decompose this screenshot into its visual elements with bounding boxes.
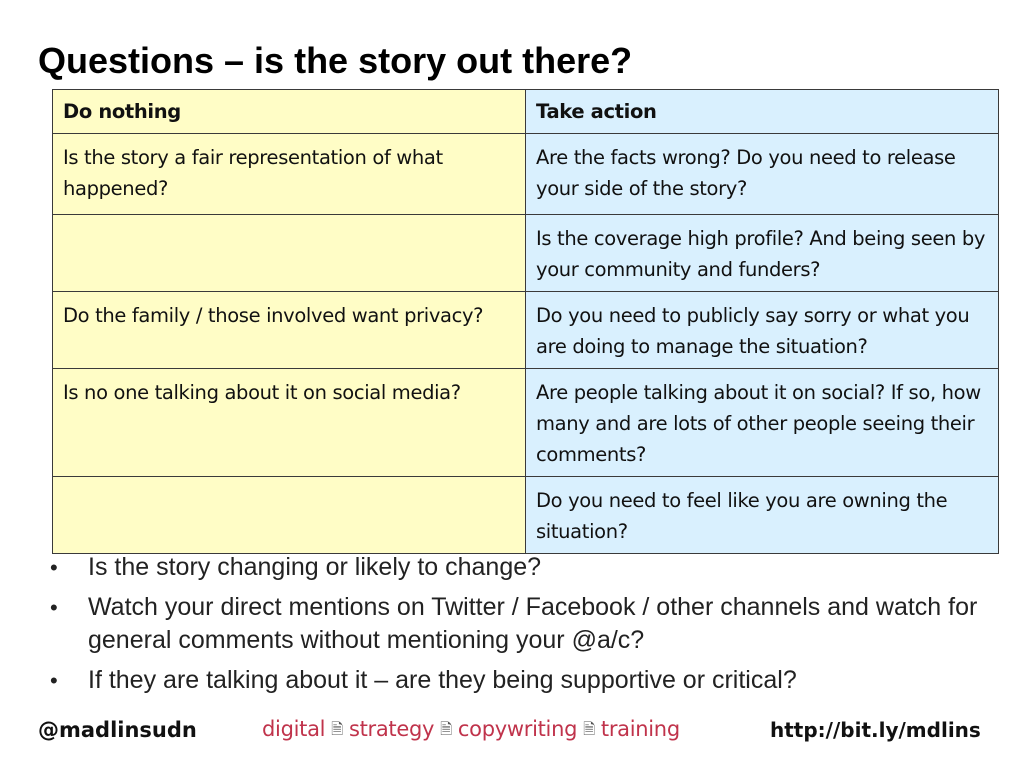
slide-title: Questions – is the story out there? bbox=[38, 40, 633, 81]
take-action-cell: Do you need to publicly say sorry or what you are doing to manage the situation? bbox=[526, 292, 999, 369]
tagline-item: strategy bbox=[348, 717, 435, 741]
do-nothing-cell bbox=[53, 215, 526, 292]
table-header-row bbox=[53, 90, 999, 134]
take-action-cell: Is the coverage high profile? And being seen by your community and funders? bbox=[526, 215, 999, 292]
take-action-cell: Are people talking about it on social? If so, how many and are lots of other people seeing their comments? bbox=[526, 369, 999, 477]
bullet-text: Watch your direct mentions on Twitter / Facebook / other channels and watch for general comments without mentioning your @a/c? bbox=[88, 593, 978, 654]
bullet-item bbox=[48, 591, 988, 657]
document-icon: 🗎 bbox=[583, 720, 595, 738]
bullet-item bbox=[48, 551, 988, 584]
header-do-nothing: Do nothing bbox=[53, 90, 526, 134]
take-action-cell: Do you need to feel like you are owning the situation? bbox=[526, 477, 999, 554]
table-row bbox=[53, 369, 999, 477]
tagline-item: digital bbox=[262, 717, 326, 741]
document-icon: 🗎 bbox=[331, 720, 343, 738]
table-row bbox=[53, 477, 999, 554]
bullet-list bbox=[48, 551, 988, 704]
table-row bbox=[53, 134, 999, 215]
header-take-action: Take action bbox=[526, 90, 999, 134]
bullet-icon: • bbox=[50, 668, 58, 693]
take-action-cell: Are the facts wrong? Do you need to release your side of the story? bbox=[526, 134, 999, 215]
comparison-table bbox=[52, 89, 999, 554]
document-icon: 🗎 bbox=[440, 720, 452, 738]
do-nothing-cell: Do the family / those involved want privacy? bbox=[53, 292, 526, 369]
do-nothing-cell: Is no one talking about it on social media? bbox=[53, 369, 526, 477]
bullet-item bbox=[48, 664, 988, 697]
footer-tagline bbox=[262, 717, 680, 744]
footer bbox=[0, 712, 1024, 752]
footer-handle: @madlinsudn bbox=[38, 718, 197, 742]
tagline-item: training bbox=[600, 717, 680, 741]
table-row bbox=[53, 292, 999, 369]
bullet-icon: • bbox=[50, 595, 58, 620]
bullet-text: Is the story changing or likely to change? bbox=[88, 553, 542, 581]
bullet-icon: • bbox=[50, 555, 58, 580]
do-nothing-cell bbox=[53, 477, 526, 554]
do-nothing-cell: Is the story a fair representation of what happened? bbox=[53, 134, 526, 215]
table-row bbox=[53, 215, 999, 292]
footer-link[interactable]: http://bit.ly/mdlins bbox=[770, 718, 981, 742]
tagline-item: copywriting bbox=[457, 717, 578, 741]
bullet-text: If they are talking about it – are they being supportive or critical? bbox=[88, 666, 797, 694]
